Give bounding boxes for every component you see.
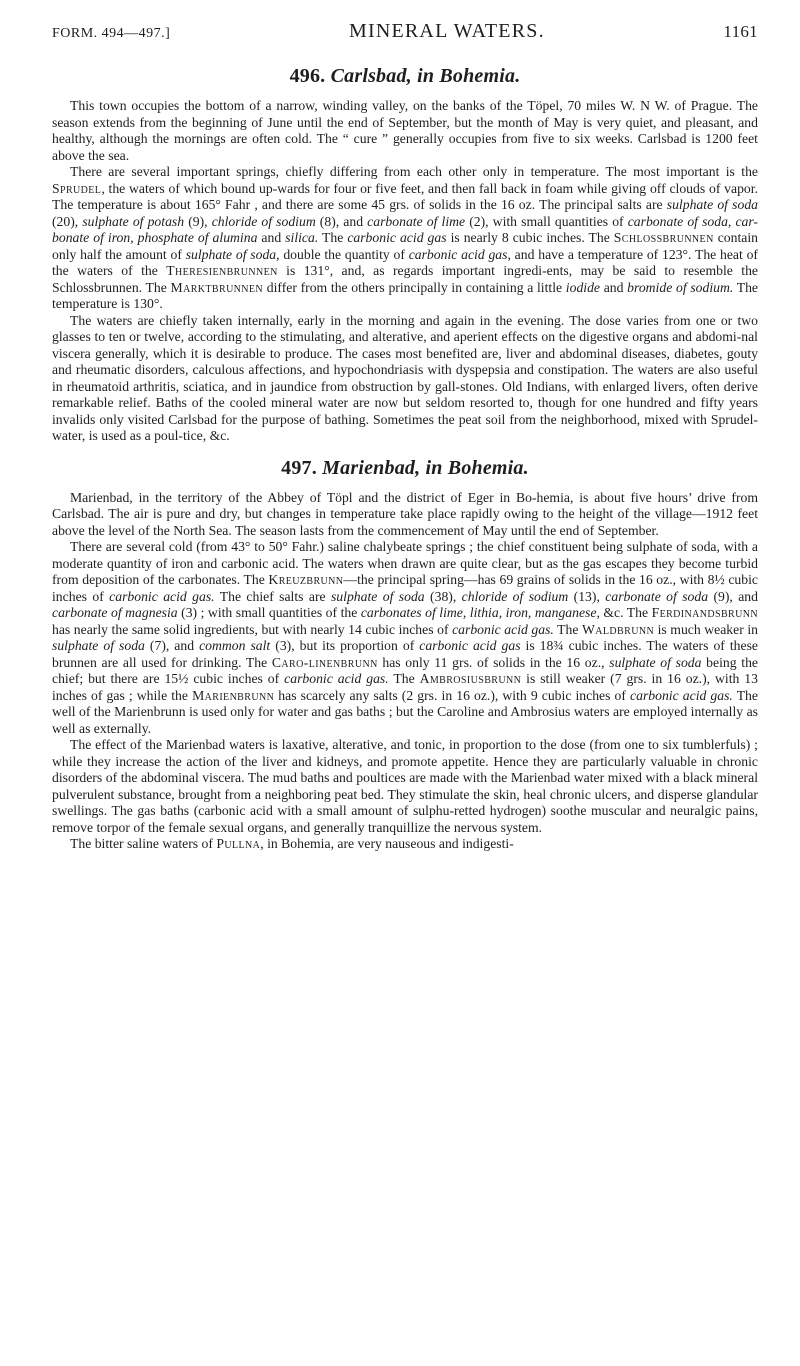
paragraph: This town occupies the bottom of a narrow, winding valley, on the banks of the Töpel, 70 miles W. N W. of Prague. The season extends from the beginning of June until the end of September, but the month of May is very quiet, and pleasant, and healthy, although the mornings are often cold. The “ cure ” generally occupies from five to six weeks. Carlsbad is 1200 feet above the sea. [52,98,758,163]
section-place-name: Marienbad, [322,456,421,479]
paragraph: The bitter saline waters of Pullna, in Bohemia, are very nauseous and indigesti- [70,836,514,851]
paragraph: The effect of the Marienbad waters is laxative, alterative, and tonic, in proportion to the dose (from one to six tumblerfuls) ; while they increase the action of the liver and kidneys, and promote appetite. Hence they are particularly valuable in chronic disorders of the abdominal viscera. The mud baths and poultices are made with the Marienbad water mixed with a black mineral pulverulent substance, brought from a neighboring peat bed. They stimulate the skin, heal chronic ulcers, and disperse glandular swellings. The gas baths (carbonic acid with a small amount of sulphu-retted hydrogen) soothe muscular and neuralgic pains, remove torpor of the female sexual organs, and generally tranquillize the nervous system. [52,737,758,835]
section-number: 497. [281,456,317,479]
paragraph: The waters are chiefly taken internally, early in the morning and again in the evening. The dose varies from one or two glasses to ten or twelve, according to the stimulating, and alterative, and aperient effects on the digestive organs and abdomi-nal viscera generally, which it is desirable to produce. The cases most benefited are, liver and abdominal diseases, diabetes, gouty and rheumatic disorders, calculous affections, and hypochondriasis with dyspepsia and constipation. The waters are also useful in rheumatoid arthritis, sciatica, and in jaundice from obstruction by gall-stones. Old Indians, with enlarged livers, often derive remarkable relief. Baths of the cooled mineral water are now but seldom resorted to, though for one hundred and fifty years invalids only visited Carlsbad for the purpose of bathing. Sometimes the peat soil from the neighborhood, mixed with Sprudel-water, is used as a poul-tice, &c. [52,312,758,443]
paragraph: Marienbad, in the territory of the Abbey of Töpl and the district of Eger in Bo-hemia, is about five hours’ drive from Carlsbad. The air is pure and dry, but changes in temperature take place rapidly owing to the height of the village—1912 feet above the level of the North Sea. The season lasts from the commencement of May until the end of September. [52,489,758,538]
paragraph: There are several important springs, chiefly differing from each other only in temperature. The most important is the Sprudel, the waters of which bound up-wards for four or five feet, and then fall back in foam while giving off clouds of vapor. The temperature is about 165° Fahr , and there are some 45 grs. of solids in the 16 oz. The principal salts are sulphate of soda (20), sulphate of potash (9), chloride of sodium (8), and carbonate of lime (2), with small quantities of carbonate of soda, car-bonate of iron, phosphate of alumina and silica. The carbonic acid gas is nearly 8 cubic inches. The Schlossbrunnen contain only half the amount of sulphate of soda, double the quantity of carbonic acid gas, and have a temperature of 123°. The heat of the waters of the Theresienbrunnen is 131°, and, as regards important ingredi-ents, may be said to resemble the Schlossbrunnen. The Marktbrunnen differ from the others principally in containing a little iodide and bromide of sodium. The temperature is 130°. [52,164,759,311]
section-number: 496. [289,65,326,87]
section-heading [52,457,758,480]
header-form-range: FORM. 494—497.] [52,26,171,41]
section-place-name: Carlsbad, [330,65,412,87]
section-carlsbad [52,65,758,445]
section-region: in Bohemia. [417,65,521,87]
header-title: MINERAL WATERS. [348,20,545,42]
section-region: in Bohemia. [425,456,529,479]
section-heading [52,65,758,88]
page-number: 1161 [723,22,758,41]
paragraph: There are several cold (from 43° to 50° Fahr.) saline chalybeate springs ; the chief constituent being sulphate of soda, with a moderate quantity of iron and carbonic acid. The waters when drawn are quite clear, but as the gas escapes they become turbid from deposition of the carbonates. The Kreuzbrunn—the principal spring—has 69 grains of solids in the 16 oz., with 8½ cubic inches of carbonic acid gas. The chief salts are sulphate of soda (38), chloride of sodium (13), carbonate of soda (9), and carbonate of magnesia (3) ; with small quantities of the carbonates of lime, lithia, iron, manganese, &c. The Ferdinandsbrunn has nearly the same solid ingredients, but with nearly 14 cubic inches of carbonic acid gas. The Waldbrunn is much weaker in sulphate of soda (7), and common salt (3), but its proportion of carbonic acid gas is 18¾ cubic inches. The waters of these brunnen are all used for drinking. The Caro-linenbrunn has only 11 grs. of solids in the 16 oz., sulphate of soda being the chief; but there are 15½ cubic inches of carbonic acid gas. The Ambrosiusbrunn is still weaker (7 grs. in 16 oz.), with 13 inches of gas ; while the Marienbrunn has scarcely any salts (2 grs. in 16 oz.), with 9 cubic inches of carbonic acid gas. The well of the Marienbrunn is used only for water and gas baths ; but the Caroline and Ambrosius waters are employed internally as well as externally. [52,539,758,736]
running-header [52,20,758,43]
section-marienbad [52,457,758,853]
